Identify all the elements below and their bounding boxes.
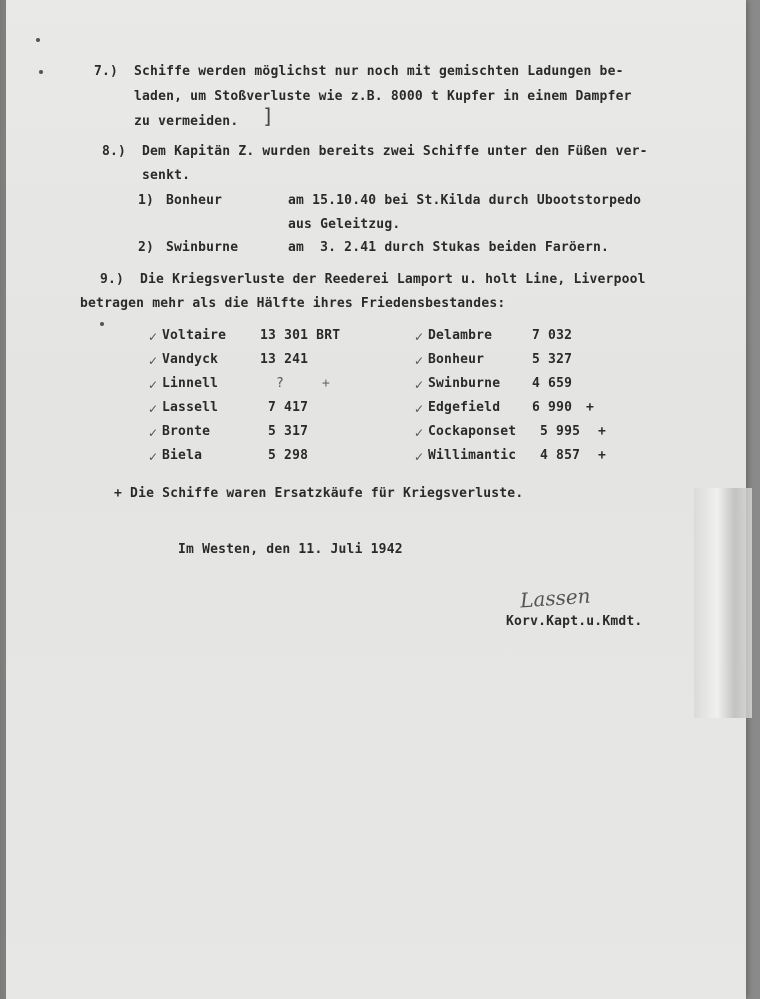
pencil-tick-icon: ✓	[414, 402, 425, 416]
loss-ship-tonnage: 7 417	[268, 400, 309, 415]
loss-ship-name: Lassell	[162, 400, 219, 415]
pencil-tick-icon: ✓	[414, 378, 425, 392]
ship-entry-number: 2)	[138, 240, 155, 255]
loss-ship-name: Biela	[162, 448, 203, 463]
loss-ship-name: Cockaponset	[428, 424, 517, 439]
footnote: + Die Schiffe waren Ersatzkäufe für Kriegsverluste.	[114, 486, 524, 501]
loss-ship-tonnage: 5 327	[532, 352, 573, 367]
pencil-tick-icon: ✓	[414, 330, 425, 344]
pencil-bracket: ]	[262, 104, 275, 128]
item-7-number: 7.)	[94, 64, 119, 79]
loss-ship-tonnage: 4 857	[540, 448, 581, 463]
loss-ship-tonnage: 13 301 BRT	[260, 328, 341, 343]
paper-fold	[694, 488, 752, 718]
pencil-tick-icon: ✓	[414, 354, 425, 368]
item-7-line-1: Schiffe werden möglichst nur noch mit gemischten Ladungen be-	[134, 64, 624, 79]
loss-ship-name: Swinburne	[428, 376, 501, 391]
item-7-line-2: laden, um Stoßverluste wie z.B. 8000 t Kupfer in einem Dampfer	[134, 89, 632, 104]
item-9-line-1: Die Kriegsverluste der Reederei Lamport u. holt Line, Liverpool	[140, 272, 646, 287]
ship-entry-number: 1)	[138, 193, 155, 208]
loss-ship-tonnage: 5 995	[540, 424, 581, 439]
place-date: Im Westen, den 11. Juli 1942	[178, 542, 403, 557]
item-8-line-2: senkt.	[142, 168, 191, 183]
page-speck	[39, 70, 43, 74]
loss-ship-mark: +	[586, 400, 595, 415]
loss-ship-name: Vandyck	[162, 352, 219, 367]
loss-ship-mark: +	[322, 376, 331, 391]
document-page	[6, 0, 746, 999]
item-9-number: 9.)	[100, 272, 125, 287]
loss-ship-tonnage: 5 298	[268, 448, 309, 463]
pencil-tick-icon: ✓	[148, 426, 159, 440]
page-speck	[36, 38, 40, 42]
loss-ship-tonnage: 6 990	[532, 400, 573, 415]
ship-entry-text: aus Geleitzug.	[288, 217, 401, 232]
loss-ship-name: Bronte	[162, 424, 211, 439]
loss-ship-tonnage: 5 317	[268, 424, 309, 439]
pencil-tick-icon: ✓	[148, 450, 159, 464]
item-8-number: 8.)	[102, 144, 127, 159]
loss-ship-name: Delambre	[428, 328, 493, 343]
loss-ship-tonnage: ?	[276, 376, 285, 391]
ship-entry-text: am 3. 2.41 durch Stukas beiden Faröern.	[288, 240, 610, 255]
loss-ship-name: Willimantic	[428, 448, 517, 463]
loss-ship-name: Voltaire	[162, 328, 227, 343]
item-8-line-1: Dem Kapitän Z. wurden bereits zwei Schiffe unter den Füßen ver-	[142, 144, 648, 159]
loss-ship-name: Bonheur	[428, 352, 485, 367]
pencil-tick-icon: ✓	[148, 354, 159, 368]
loss-ship-name: Edgefield	[428, 400, 501, 415]
handwritten-signature: Lassen	[519, 583, 592, 613]
signature-title: Korv.Kapt.u.Kmdt.	[506, 614, 643, 629]
loss-ship-tonnage: 4 659	[532, 376, 573, 391]
loss-ship-name: Linnell	[162, 376, 219, 391]
ship-entry-name: Bonheur	[166, 193, 223, 208]
loss-ship-tonnage: 7 032	[532, 328, 573, 343]
pencil-tick-icon: ✓	[148, 402, 159, 416]
loss-ship-mark: +	[598, 424, 607, 439]
pencil-tick-icon: ✓	[148, 330, 159, 344]
loss-ship-tonnage: 13 241	[260, 352, 309, 367]
item-7-line-3: zu vermeiden.	[134, 114, 239, 129]
ship-entry-text: am 15.10.40 bei St.Kilda durch Ubootstorpedo	[288, 193, 642, 208]
loss-ship-mark: +	[598, 448, 607, 463]
ship-entry-name: Swinburne	[166, 240, 239, 255]
page-speck	[100, 322, 104, 326]
pencil-tick-icon: ✓	[414, 426, 425, 440]
item-9-line-2: betragen mehr als die Hälfte ihres Friedensbestandes:	[80, 296, 506, 311]
pencil-tick-icon: ✓	[148, 378, 159, 392]
pencil-tick-icon: ✓	[414, 450, 425, 464]
